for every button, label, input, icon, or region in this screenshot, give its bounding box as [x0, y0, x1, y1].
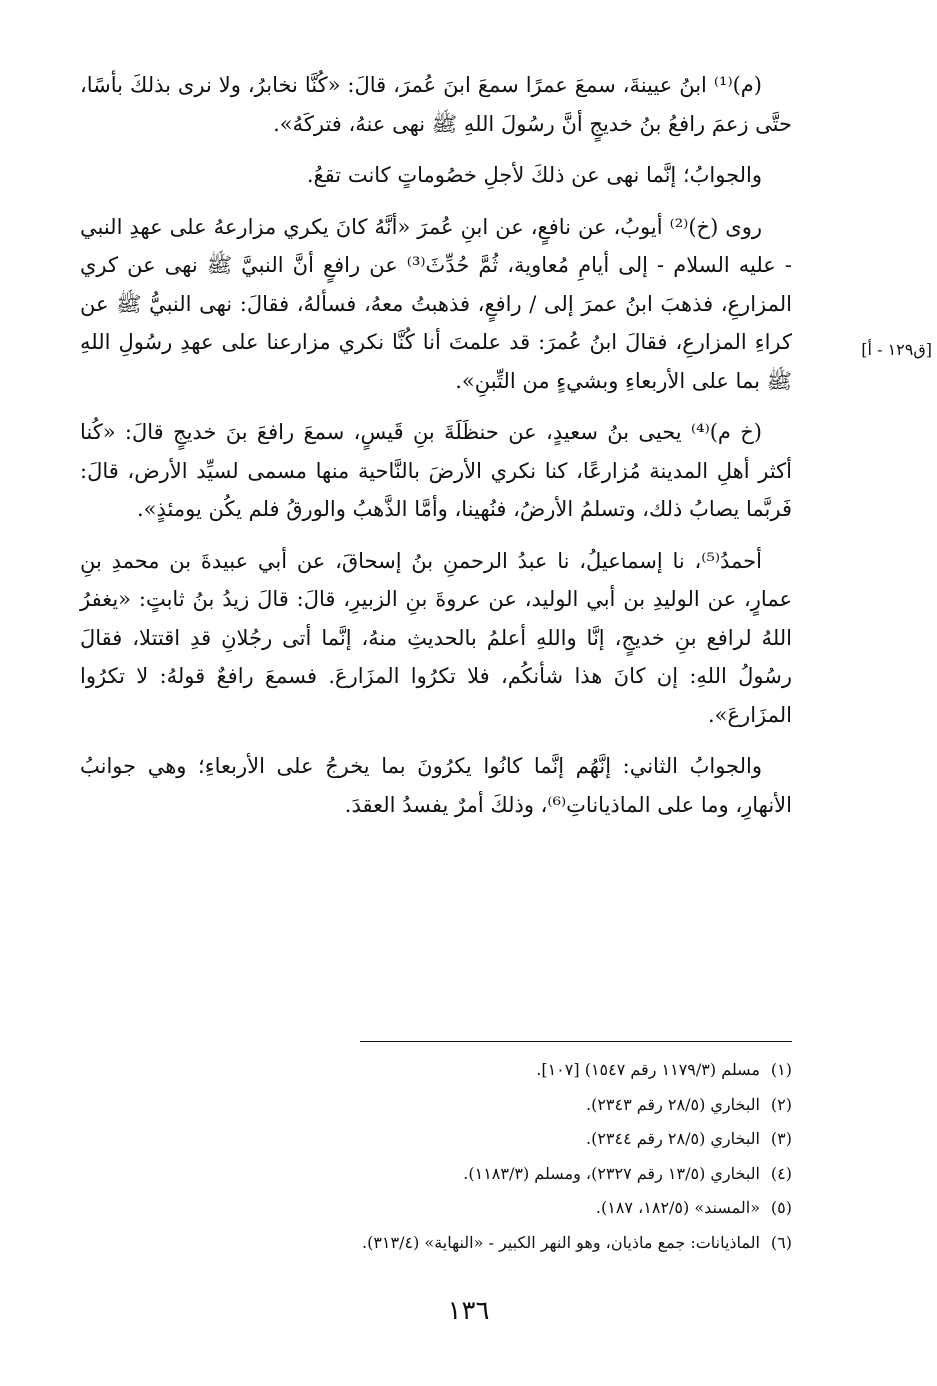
footnote-text: «المسند» (١٨٢/٥، ١٨٧). — [595, 1198, 760, 1218]
paragraph-3: روى (خ)⁽²⁾ أيوبُ، عن نافعٍ، عن ابنِ عُمرَ «أنَّهُ كانَ يكري مزارعهُ على عهدِ النبي - عليه السلام - إلى أيامِ مُعاوية، ثُمَّ حُدِّثَ⁽³⁾ عن رافعٍ أنَّ النبيَّ ﷺ نهى عن كري المزارعِ، فذهبَ ابنُ عمرَ إلى / رافعٍ، فذهبتُ معهُ، فسألهُ، فقالَ: نهى النبيُّ ﷺ عن كراءِ المزارعِ، فقالَ ابنُ عُمرَ: قد علمتَ أنا كُنَّا نكري مزارعنا على عهدِ رسُولِ اللهِ ﷺ بما على الأربعاءِ وبشيءٍ من التِّبنِ». — [80, 214, 792, 393]
footnote-1 — [80, 1053, 792, 1088]
footnote-text: البخاري (١٣/٥ رقم ٢٣٢٧)، ومسلم (١١٨٣/٣). — [463, 1163, 760, 1183]
footnote-number: (٤) — [770, 1163, 792, 1183]
paragraph-1: (م)⁽¹⁾ ابنُ عيينةَ، سمعَ عمرًا سمعَ ابنَ عُمرَ، قالَ: «كُنَّا نخابرُ، ولا نرى بذلكَ بأسًا، حتَّى زعمَ رافعُ بنُ خديجٍ أنَّ رسُولَ اللهِ ﷺ نهى عنهُ، فتركَهُ». — [80, 73, 792, 136]
footnote-text: البخاري (٢٨/٥ رقم ٢٣٤٤). — [585, 1129, 760, 1149]
paragraph-4: (خ م)⁽⁴⁾ يحيى بنُ سعيدٍ، عن حنظَلَةَ بنِ قَيسٍ، سمعَ رافعَ بنَ خديجٍ قالَ: «كُنا أكثر أهلِ المدينة مُزارعًا، كنا نكري الأرضَ بالنَّاحية منها مسمى لسيِّد الأرض، قالَ: فَربَّما يصابُ ذلك، وتسلمُ الأرضُ، فنُهينا، وأمَّا الذَّهبُ والورقُ فلم يكُن يومئذٍ». — [80, 420, 792, 521]
footnote-number: (٢) — [770, 1094, 792, 1114]
footnote-text: مسلم (١١٧٩/٣ رقم ١٥٤٧) [١٠٧]. — [536, 1060, 760, 1079]
paragraph-5: أحمدُ⁽⁵⁾، نا إسماعيلُ، نا عبدُ الرحمنِ بنُ إسحاقَ، عن أبي عبيدةَ بن محمدِ بنِ عمارٍ، عن الوليدِ بن أبي الوليد، عن عروةَ بنِ الزبيرِ، قالَ: قالَ زيدُ بنُ ثابتٍ: «يغفرُ اللهُ لرافع بنِ خديجٍ، إنَّا واللهِ أعلمُ بالحديثِ منهُ، إنَّما أتى رجُلانِ قدِ اقتتلا، فقالَ رسُولُ اللهِ: إن كانَ هذا شأنكُم، فلا تكرُوا المزَارعَ. فسمعَ رافعٌ قولهُ: لا تكرُوا المزَارعَ». — [80, 548, 792, 727]
footnote-3 — [80, 1122, 792, 1157]
manuscript-folio-note: [ق١٢٩ - أ] — [861, 340, 932, 359]
footnote-5 — [80, 1191, 792, 1226]
paragraph-2: والجوابُ؛ إنَّما نهى عن ذلكَ لأجلِ خصُوماتٍ كانت تقعُ. — [306, 163, 762, 187]
footnote-number: (٥) — [770, 1198, 792, 1218]
footnote-6 — [80, 1226, 792, 1261]
footnote-number: (٣) — [770, 1129, 792, 1149]
footnote-text: البخاري (٢٨/٥ رقم ٢٣٤٣). — [585, 1094, 760, 1114]
footnote-number: (١) — [770, 1060, 792, 1079]
main-text — [80, 66, 792, 837]
footnote-text: الماذيانات: جمع ماذيان، وهو النهر الكبير - «النهاية» (٣١٣/٤). — [361, 1232, 760, 1252]
footnote-4 — [80, 1157, 792, 1192]
footnote-2 — [80, 1088, 792, 1123]
footnotes — [80, 1053, 792, 1261]
footnote-divider — [360, 1041, 792, 1042]
paragraph-6: والجوابُ الثاني: إنَّهُم إنَّما كانُوا يكرُونَ بما يخرجُ على الأربعاءِ؛ وهي جوانبُ الأنهارِ، وما على الماذياناتِ⁽⁶⁾، وذلكَ أمرٌ يفسدُ العقدَ. — [80, 754, 792, 817]
footnote-number: (٦) — [770, 1232, 792, 1252]
page-number: ١٣٦ — [447, 1296, 490, 1326]
